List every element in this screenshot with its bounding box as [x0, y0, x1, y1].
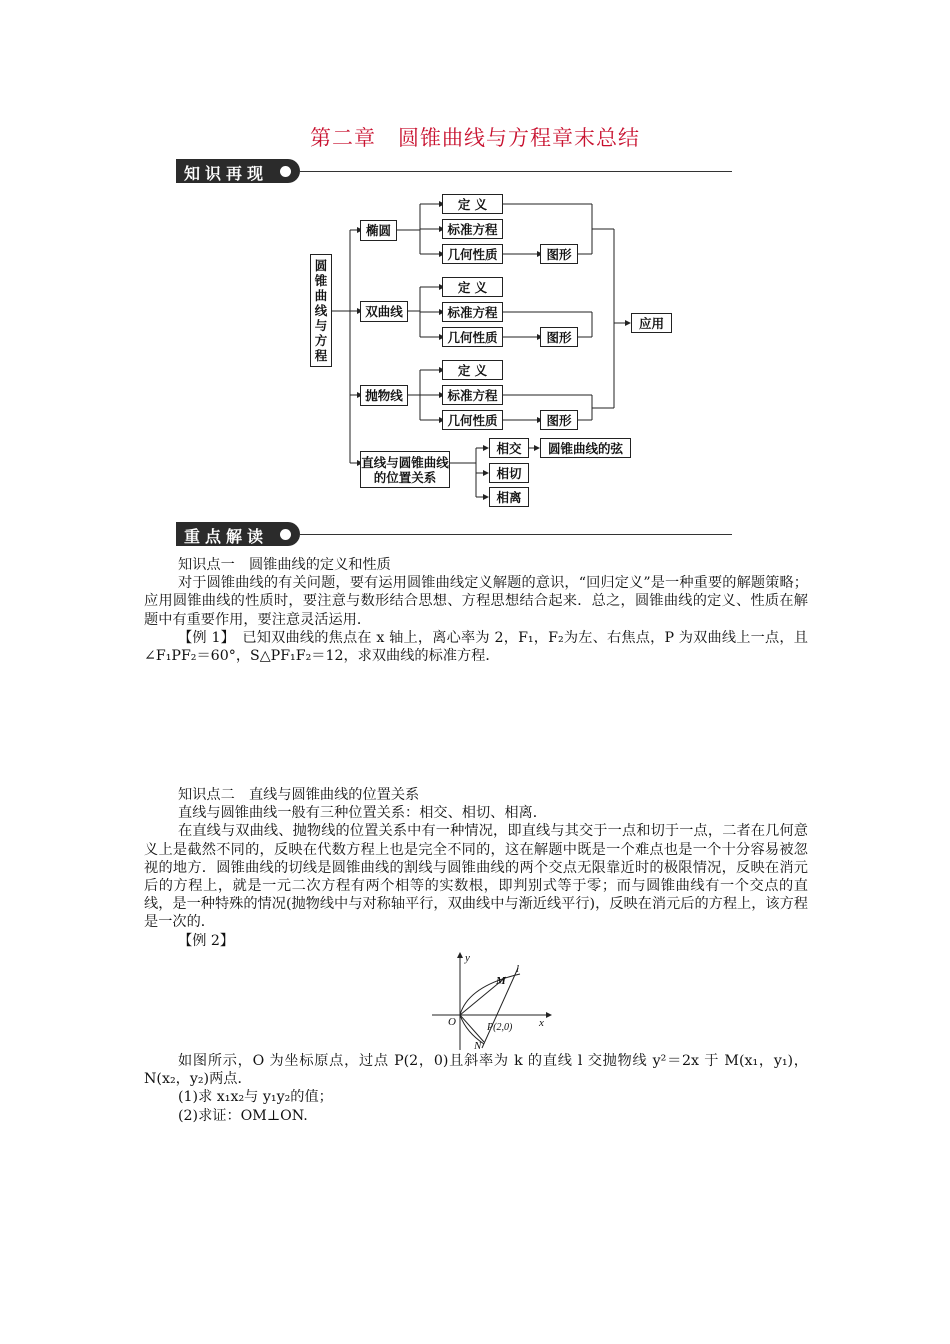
example-2-question-1: (1)求 x₁x₂与 y₁y₂的值；	[178, 1089, 333, 1106]
figure-label-x: x	[539, 1017, 544, 1029]
figure-label-origin: O	[448, 1016, 456, 1028]
y-axis-arrow-icon	[457, 952, 463, 958]
example-2-problem	[144, 1052, 808, 1125]
knowledge-point-2-line: 直线与圆锥曲线一般有三种位置关系：相交、相切、相离．	[178, 805, 547, 822]
section-label-review: 知识再现	[184, 164, 269, 183]
divider	[300, 534, 732, 535]
concept-application-box: 应用	[631, 313, 672, 333]
concept-hyperbola-box: 双曲线	[360, 301, 408, 322]
concept-figure-box: 图形	[540, 410, 578, 430]
concept-separate-box: 相离	[489, 487, 529, 507]
figure-label-p: P(2,0)	[487, 1022, 513, 1033]
concept-ellipse-box: 椭圆	[360, 220, 397, 241]
figure-label-l: l	[516, 963, 520, 975]
knowledge-point-1	[144, 556, 808, 665]
example-2-question-2: (2)求证：OM⊥ON.	[178, 1107, 308, 1124]
concept-definition-box: 定 义	[442, 194, 503, 214]
concept-geometric-properties-box: 几何性质	[442, 410, 503, 430]
concept-geometric-properties-box: 几何性质	[442, 244, 503, 264]
concept-intersect-box: 相交	[489, 438, 529, 458]
concept-definition-box: 定 义	[442, 277, 503, 297]
figure-label-n: N	[474, 1040, 482, 1052]
knowledge-point-2-paragraph: 在直线与双曲线、抛物线的位置关系中有一种情况，即直线与其交于一点和切于一点，二者在几何意义上是截然不同的，反映在代数方程上也是完全不同的，这在解题中既是一个难点也是一个十分容易被忽视的地方．圆锥曲线的切线是圆锥曲线的割线与圆锥曲线的两个交点无限靠近时的极限情况，反映在消元后的方程上，就是一元二次方程有两个相等的实数根，即判别式等于零；而与圆锥曲线有一个交点的直线，是一种特殊的情况(抛物线中与对称轴平行，双曲线中与渐近线平行)，反映在消元后的方程上，该方程是一次的．	[144, 823, 808, 931]
knowledge-point-1-heading: 知识点一 圆锥曲线的定义和性质	[178, 557, 391, 573]
concept-standard-equation-box: 标准方程	[442, 302, 503, 322]
figure-label-m: M	[496, 975, 506, 987]
concept-figure-box: 图形	[540, 244, 578, 264]
concept-chord-box: 圆锥曲线的弦	[540, 438, 631, 458]
concept-definition-box: 定 义	[442, 360, 503, 380]
concept-tangent-box: 相切	[489, 463, 529, 483]
example-2-statement: 如图所示，O 为坐标原点，过点 P(2，0)且斜率为 k 的直线 l 交抛物线 y²＝2x 于 M(x₁，y₁)，N(x₂，y₂)两点．	[144, 1053, 808, 1088]
example-1: 【例 1】 已知双曲线的焦点在 x 轴上，离心率为 2，F₁，F₂为左、右焦点，P 为双曲线上一点，且∠F₁PF₂＝60°，S△PF₁F₂＝12，求双曲线的标准方程．	[144, 629, 808, 665]
concept-parabola-box: 抛物线	[360, 385, 408, 406]
segment-on	[460, 1015, 484, 1042]
concept-figure-box: 图形	[540, 327, 578, 347]
x-axis-arrow-icon	[546, 1012, 552, 1018]
bullet-icon	[280, 529, 291, 540]
knowledge-point-2	[144, 786, 808, 950]
concept-standard-equation-box: 标准方程	[442, 219, 503, 239]
concept-standard-equation-box: 标准方程	[442, 385, 503, 405]
section-label-focus: 重点解读	[184, 527, 269, 546]
example-2-label: 【例 2】	[178, 932, 235, 949]
concept-line-relation-box: 直线与圆锥曲线的位置关系	[360, 451, 450, 488]
concept-geometric-properties-box: 几何性质	[442, 327, 503, 347]
page-title: 第二章 圆锥曲线与方程章末总结	[310, 126, 640, 150]
concept-root-box	[310, 254, 332, 367]
knowledge-point-2-heading: 知识点二 直线与圆锥曲线的位置关系	[178, 787, 420, 803]
knowledge-point-1-paragraph: 对于圆锥曲线的有关问题，要有运用圆锥曲线定义解题的意识，“回归定义”是一种重要的解题策略；应用圆锥曲线的性质时，要注意与数形结合思想、方程思想结合起来．总之，圆锥曲线的定义、性质在解题中有重要作用，要注意灵活运用．	[144, 575, 808, 628]
parabola-figure	[426, 950, 556, 1052]
figure-label-y: y	[465, 952, 470, 964]
concept-root-label: 圆锥曲线与方程	[314, 258, 328, 363]
